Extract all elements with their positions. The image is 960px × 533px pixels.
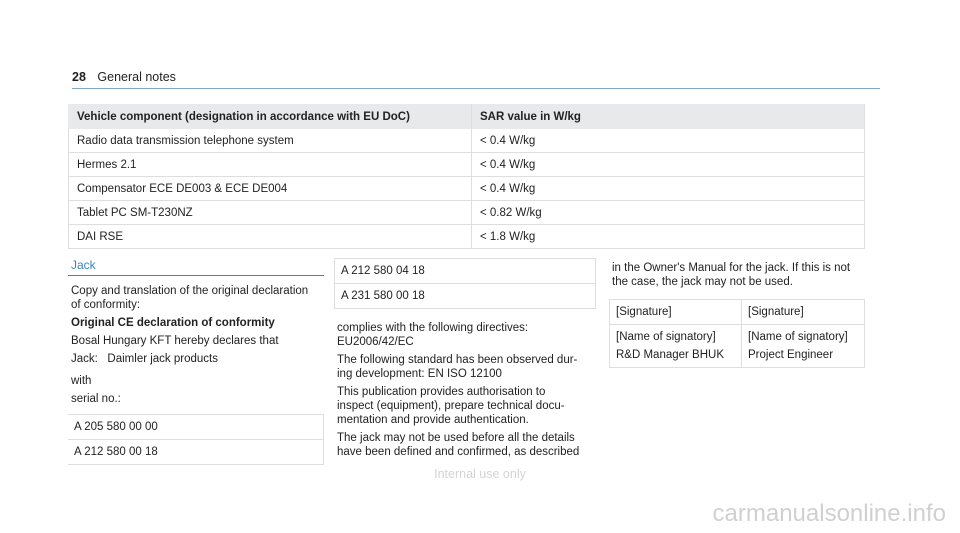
jack-column-2: [334, 258, 596, 459]
component-cell: Hermes 2.1: [69, 153, 472, 177]
serial-table-left: [68, 414, 324, 465]
component-cell: Radio data transmission telephone system: [69, 129, 472, 153]
serial-label: serial no.:: [71, 393, 121, 405]
sar-table: [68, 104, 865, 249]
component-cell: Compensator ECE DE003 & ECE DE004: [69, 177, 472, 201]
table-row: [335, 259, 596, 284]
directive-line: EU2006/42/EC: [337, 336, 414, 348]
section-title: General notes: [97, 70, 176, 84]
component-cell: Tablet PC SM-T230NZ: [69, 201, 472, 225]
jack-column-3: [609, 261, 865, 368]
sar-value-cell: < 0.4 W/kg: [472, 153, 865, 177]
continuation-line: in the Owner's Manual for the jack. If this is not: [612, 262, 851, 274]
sar-value-cell: < 0.82 W/kg: [472, 201, 865, 225]
table-row: [335, 284, 596, 309]
header-rule: [72, 88, 880, 89]
site-watermark: carmanualsonline.info: [712, 500, 946, 527]
sar-value-cell: < 0.4 W/kg: [472, 177, 865, 201]
signatory-role: Project Engineer: [748, 349, 834, 361]
intro-line: Copy and translation of the original declaration: [71, 285, 309, 297]
serial-cell: A 231 580 00 18: [335, 284, 596, 309]
table-row: [69, 153, 865, 177]
page-number: 28: [72, 70, 86, 84]
table-row: [610, 300, 865, 325]
sar-table-header: [69, 104, 865, 129]
jack-column-1: [68, 258, 324, 465]
authorisation-line: mentation and provide authentication.: [337, 414, 529, 426]
with-line: with: [71, 375, 92, 387]
signatory-name: [Name of signatory]: [616, 331, 716, 343]
serial-cell: A 212 580 04 18: [335, 259, 596, 284]
table-row: [69, 129, 865, 153]
authorisation-line: inspect (equipment), prepare technical docu-: [337, 400, 565, 412]
serial-cell: A 205 580 00 00: [68, 415, 324, 440]
table-row: [68, 415, 324, 440]
signatory-cell: [610, 325, 742, 368]
serial-cell: A 212 580 00 18: [68, 440, 324, 465]
table-row: [69, 177, 865, 201]
signature-cell: [Signature]: [742, 300, 865, 325]
sar-value-cell: < 1.8 W/kg: [472, 225, 865, 249]
directive-line: complies with the following directives:: [337, 322, 529, 334]
authorisation-line: This publication provides authorisation to: [337, 386, 546, 398]
declaration-title: Original CE declaration of conformity: [71, 317, 275, 329]
table-row: [69, 225, 865, 249]
signatory-name: [Name of signatory]: [748, 331, 848, 343]
component-cell: DAI RSE: [69, 225, 472, 249]
standard-line: ing development: EN ISO 12100: [337, 368, 502, 380]
continuation-line: the case, the jack may not be used.: [612, 276, 793, 288]
serial-table-right: [334, 258, 596, 309]
signature-cell: [Signature]: [610, 300, 742, 325]
signatory-cell: [742, 325, 865, 368]
signature-table: [609, 299, 865, 368]
watermark: Internal use only: [434, 467, 526, 481]
caution-line: have been defined and confirmed, as described: [337, 446, 580, 458]
page-header: [72, 70, 176, 84]
table-row: [610, 325, 865, 368]
column-header: Vehicle component (designation in accordance with EU DoC): [69, 104, 472, 129]
table-row: [68, 440, 324, 465]
sar-value-cell: < 0.4 W/kg: [472, 129, 865, 153]
standard-line: The following standard has been observed dur-: [337, 354, 578, 366]
jack-section-title: Jack: [68, 258, 324, 276]
company-line: Bosal Hungary KFT hereby declares that: [71, 335, 279, 347]
caution-line: The jack may not be used before all the details: [337, 432, 575, 444]
signatory-role: R&D Manager BHUK: [616, 349, 725, 361]
table-row: [69, 201, 865, 225]
jack-line: Jack: Daimler jack products: [71, 353, 218, 365]
intro-line: of conformity:: [71, 299, 141, 311]
column-header: SAR value in W/kg: [472, 104, 865, 129]
